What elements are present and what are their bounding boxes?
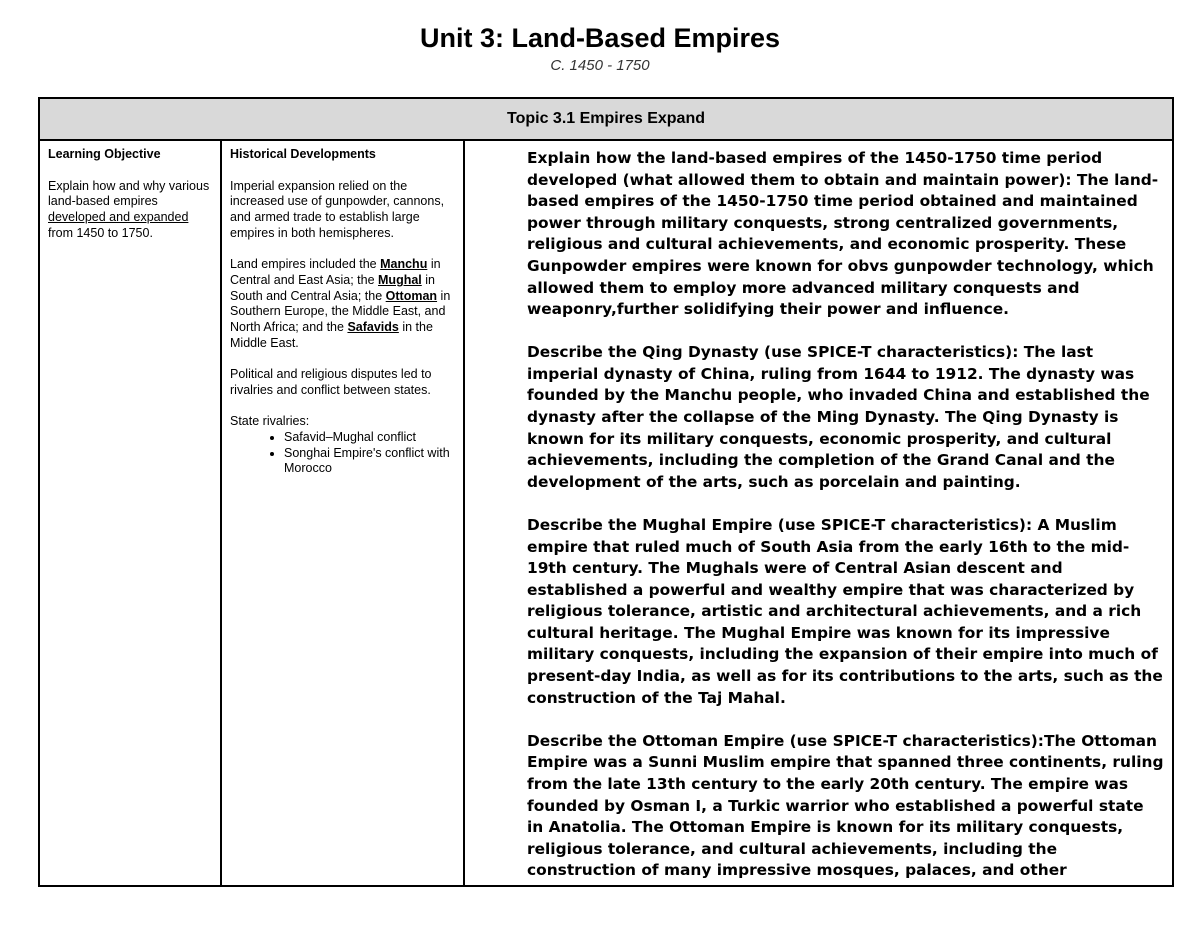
- development-paragraph: Imperial expansion relied on the increased use of gunpowder, cannons, and armed trade to establish large empires in both hemispheres.: [230, 178, 445, 240]
- mughal-term: Mughal: [378, 272, 422, 287]
- answer-paragraph: Describe the Qing Dynasty (use SPICE-T characteristics): The last imperial dynasty of China, ruling from 1644 to 1912. The dynasty was founded by the Manchu people, who invaded China and established the dynasty after the collapse of the Ming Dynasty. The Qing Dynasty is known for its military conquests, economic prosperity, and cultural achievements, including the completion of the Grand Canal and the development of the arts, such as porcelain and painting.: [527, 343, 1150, 491]
- page-subtitle: C. 1450 - 1750: [550, 57, 650, 74]
- page-title: Unit 3: Land-Based Empires: [419, 23, 781, 53]
- land-empires-paragraph: Land empires included the Manchu in Central and East Asia; the Mughal in South and Central Asia; the Ottoman in Southern Europe, the Middle East, and North Africa; and the Safavids in the Middle East.: [230, 257, 451, 350]
- answer-paragraph: Explain how the land-based empires of the 1450-1750 time period developed (what allowed them to obtain and maintain power): The land-based empires of the 1450-1750 time period obtained and maintained power through military conquests, strong centralized governments, religious and cultural achievements, and economic prosperity. These Gunpowder empires were known for obvs gunpowder technology, which allowed them to employ more advanced military conquests and weaponry,further solidifying their power and influence.: [527, 149, 1159, 319]
- list-item: • Safavid–Mughal conflict: [284, 430, 455, 446]
- answer-paragraph: Describe the Mughal Empire (use SPICE-T characteristics): A Muslim empire that ruled much of South Asia from the early 16th to the mid-19th century. The Mughals were of Central Asian descent and established a powerful and wealthy empire that was characterized by religious tolerance, artistic and architectural achievements, and a rich cultural heritage. The Mughal Empire was known for its impressive military conquests, including the expansion of their empire into much of present-day India, as well as for its contributions to the arts, such as the construction of the Taj Mahal.: [527, 515, 1163, 707]
- manchu-term: Manchu: [380, 257, 428, 272]
- rivalries-list: [230, 430, 455, 477]
- topic-table: [38, 97, 1174, 887]
- ottoman-term: Ottoman: [385, 288, 438, 303]
- historical-developments-heading: Historical Developments: [230, 147, 376, 161]
- historical-developments-cell: [222, 139, 465, 885]
- student-answers-cell: [465, 139, 1172, 885]
- disputes-paragraph: Political and religious disputes led to rivalries and conflict between states.: [230, 367, 432, 397]
- rivalries-label: State rivalries:: [230, 414, 310, 429]
- learning-objective-cell: [40, 139, 222, 885]
- topic-header: Topic 3.1 Empires Expand: [40, 99, 1172, 141]
- learning-objective-text: Explain how and why various land-based empires developed and expanded from 1450 to 1750.: [48, 178, 210, 240]
- answer-paragraph: Describe the Ottoman Empire (use SPICE-T characteristics):The Ottoman Empire was a Sunni Muslim empire that spanned three continents, ruling from the late 13th century to the early 20th century. The empire was founded by Osman I, a Turkic warrior who established a powerful state in Anatolia. The Ottoman Empire is known for its military conquests, religious tolerance, and cultural achievements, including the construction of many impressive mosques, palaces, and other: [527, 731, 1164, 880]
- safavids-term: Safavids: [347, 320, 399, 335]
- list-item: • Songhai Empire's conflict with Morocco: [284, 446, 455, 477]
- learning-objective-heading: Learning Objective: [48, 147, 161, 161]
